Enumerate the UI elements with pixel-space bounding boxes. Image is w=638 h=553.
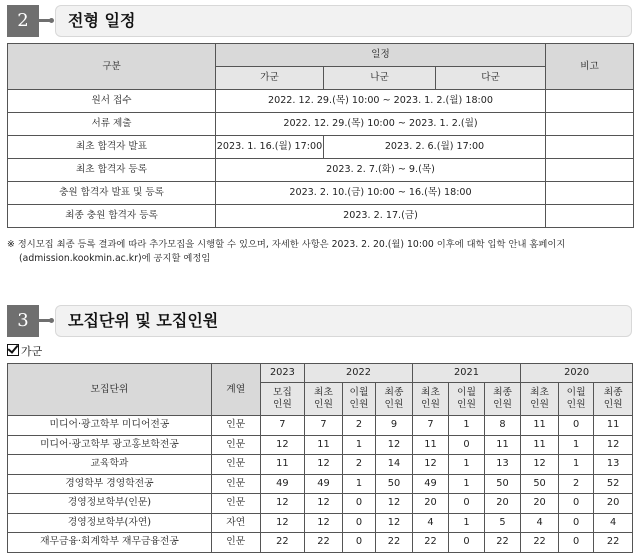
header-initial: 최초 인원	[521, 383, 559, 416]
unit-cell: 경영정보학부(자연)	[8, 513, 212, 533]
value-cell: 50	[376, 474, 413, 494]
schedule-note	[7, 238, 633, 266]
value-cell: 12	[260, 435, 305, 455]
value-cell: 0	[449, 533, 485, 553]
value-cell: 11	[594, 416, 633, 436]
unit-cell: 재무금융·회계학부 재무금융전공	[8, 533, 212, 553]
header-remarks: 비고	[546, 44, 634, 90]
row-value-na-da: 2023. 2. 6.(월) 17:00	[324, 136, 546, 159]
value-cell: 1	[449, 474, 485, 494]
note-line-1: ※ 정시모집 최종 등록 결과에 따라 추가모집을 시행할 수 있으며, 자세한 사항은 2023. 2. 20.(월) 10:00 이후에 대학 입학 안내 홈페이지	[7, 239, 566, 250]
row-value: 2023. 2. 7.(화) ~ 9.(목)	[216, 159, 546, 182]
value-cell: 20	[484, 494, 521, 514]
table-row	[8, 435, 633, 455]
table-row	[8, 136, 634, 159]
row-value: 2022. 12. 29.(목) 10:00 ~ 2023. 1. 2.(월) 18:00	[216, 90, 546, 113]
recruitment-table	[7, 363, 633, 553]
value-cell: 1	[449, 416, 485, 436]
value-cell: 50	[484, 474, 521, 494]
row-value: 2022. 12. 29.(목) 10:00 ~ 2023. 1. 2.(월)	[216, 113, 546, 136]
field-cell: 인문	[211, 494, 260, 514]
header-initial: 최초 인원	[305, 383, 343, 416]
value-cell: 0	[342, 513, 375, 533]
value-cell: 20	[594, 494, 633, 514]
header-ga: 가군	[216, 67, 324, 90]
value-cell: 12	[305, 455, 343, 475]
row-remarks	[546, 136, 634, 159]
header-schedule: 일정	[216, 44, 546, 67]
value-cell: 1	[342, 474, 375, 494]
note-line-2: (admission.kookmin.ac.kr)에 공지할 예정임	[19, 253, 211, 264]
row-remarks	[546, 159, 634, 182]
value-cell: 11	[260, 455, 305, 475]
field-cell: 자연	[211, 513, 260, 533]
value-cell: 0	[558, 533, 594, 553]
unit-cell: 미디어·광고학부 광고홍보학전공	[8, 435, 212, 455]
value-cell: 4	[594, 513, 633, 533]
value-cell: 11	[305, 435, 343, 455]
section-number: 3	[7, 305, 39, 337]
value-cell: 11	[521, 416, 559, 436]
header-year-2020: 2020	[521, 364, 633, 383]
value-cell: 12	[594, 435, 633, 455]
section-3-header	[7, 305, 632, 337]
section-2-header	[7, 5, 632, 37]
table-row	[8, 513, 633, 533]
row-label: 원서 접수	[8, 90, 216, 113]
header-final: 최종 인원	[376, 383, 413, 416]
header-field: 계열	[211, 364, 260, 416]
value-cell: 22	[412, 533, 449, 553]
group-label	[7, 343, 42, 359]
row-value-ga: 2023. 1. 16.(월) 17:00	[216, 136, 324, 159]
field-cell: 인문	[211, 474, 260, 494]
table-row	[8, 159, 634, 182]
value-cell: 0	[558, 513, 594, 533]
header-unit: 모집단위	[8, 364, 212, 416]
table-row	[8, 533, 633, 553]
value-cell: 0	[558, 494, 594, 514]
value-cell: 22	[594, 533, 633, 553]
row-value: 2023. 2. 10.(금) 10:00 ~ 16.(목) 18:00	[216, 182, 546, 205]
table-row	[8, 90, 634, 113]
table-row	[8, 474, 633, 494]
table-row	[8, 455, 633, 475]
header-initial: 최초 인원	[412, 383, 449, 416]
header-carry: 이월 인원	[449, 383, 485, 416]
section-connector-dot	[49, 18, 54, 23]
table-row	[8, 113, 634, 136]
value-cell: 12	[260, 513, 305, 533]
header-year-2022: 2022	[305, 364, 413, 383]
value-cell: 4	[521, 513, 559, 533]
section-connector-dot	[49, 318, 54, 323]
header-carry: 이월 인원	[342, 383, 375, 416]
section-number: 2	[7, 5, 39, 37]
row-remarks	[546, 182, 634, 205]
value-cell: 1	[558, 455, 594, 475]
value-cell: 0	[449, 435, 485, 455]
value-cell: 0	[558, 416, 594, 436]
row-remarks	[546, 205, 634, 228]
checkbox-checked-icon	[7, 344, 19, 356]
value-cell: 0	[342, 494, 375, 514]
value-cell: 12	[412, 455, 449, 475]
value-cell: 20	[521, 494, 559, 514]
value-cell: 1	[342, 435, 375, 455]
value-cell: 11	[412, 435, 449, 455]
value-cell: 22	[484, 533, 521, 553]
value-cell: 7	[260, 416, 305, 436]
value-cell: 1	[449, 455, 485, 475]
row-label: 서류 제출	[8, 113, 216, 136]
value-cell: 49	[260, 474, 305, 494]
row-label: 최초 합격자 발표	[8, 136, 216, 159]
section-title-bar	[55, 305, 632, 337]
section-title: 모집단위 및 모집인원	[68, 311, 219, 330]
value-cell: 22	[260, 533, 305, 553]
header-na: 나군	[324, 67, 436, 90]
value-cell: 7	[305, 416, 343, 436]
unit-cell: 교육학과	[8, 455, 212, 475]
value-cell: 12	[376, 435, 413, 455]
schedule-table	[7, 43, 634, 228]
value-cell: 22	[305, 533, 343, 553]
row-remarks	[546, 90, 634, 113]
value-cell: 0	[449, 494, 485, 514]
value-cell: 12	[305, 494, 343, 514]
value-cell: 12	[305, 513, 343, 533]
value-cell: 9	[376, 416, 413, 436]
field-cell: 인문	[211, 416, 260, 436]
value-cell: 14	[376, 455, 413, 475]
value-cell: 49	[412, 474, 449, 494]
row-label: 최종 충원 합격자 등록	[8, 205, 216, 228]
header-category: 구분	[8, 44, 216, 90]
unit-cell: 경영학부 경영학전공	[8, 474, 212, 494]
value-cell: 13	[484, 455, 521, 475]
value-cell: 12	[260, 494, 305, 514]
value-cell: 2	[342, 416, 375, 436]
section-title-bar	[55, 5, 632, 37]
value-cell: 0	[342, 533, 375, 553]
value-cell: 52	[594, 474, 633, 494]
header-final: 최종 인원	[484, 383, 521, 416]
value-cell: 8	[484, 416, 521, 436]
group-label-text: 가군	[21, 345, 43, 358]
field-cell: 인문	[211, 435, 260, 455]
value-cell: 11	[484, 435, 521, 455]
header-recruit: 모집 인원	[260, 383, 305, 416]
value-cell: 20	[412, 494, 449, 514]
table-row	[8, 416, 633, 436]
value-cell: 50	[521, 474, 559, 494]
value-cell: 11	[521, 435, 559, 455]
value-cell: 1	[558, 435, 594, 455]
header-year-2023: 2023	[260, 364, 305, 383]
header-final: 최종 인원	[594, 383, 633, 416]
row-remarks	[546, 113, 634, 136]
field-cell: 인문	[211, 533, 260, 553]
header-carry: 이월 인원	[558, 383, 594, 416]
value-cell: 12	[521, 455, 559, 475]
section-title: 전형 일정	[68, 11, 136, 30]
table-row	[8, 182, 634, 205]
value-cell: 22	[376, 533, 413, 553]
row-label: 최초 합격자 등록	[8, 159, 216, 182]
row-label: 충원 합격자 발표 및 등록	[8, 182, 216, 205]
value-cell: 5	[484, 513, 521, 533]
value-cell: 12	[376, 513, 413, 533]
unit-cell: 경영정보학부(인문)	[8, 494, 212, 514]
value-cell: 12	[376, 494, 413, 514]
field-cell: 인문	[211, 455, 260, 475]
header-year-2021: 2021	[412, 364, 521, 383]
value-cell: 2	[342, 455, 375, 475]
value-cell: 2	[558, 474, 594, 494]
table-row	[8, 494, 633, 514]
value-cell: 7	[412, 416, 449, 436]
value-cell: 13	[594, 455, 633, 475]
header-da: 다군	[436, 67, 546, 90]
value-cell: 1	[449, 513, 485, 533]
value-cell: 4	[412, 513, 449, 533]
row-value: 2023. 2. 17.(금)	[216, 205, 546, 228]
value-cell: 49	[305, 474, 343, 494]
unit-cell: 미디어·광고학부 미디어전공	[8, 416, 212, 436]
value-cell: 22	[521, 533, 559, 553]
table-row	[8, 205, 634, 228]
